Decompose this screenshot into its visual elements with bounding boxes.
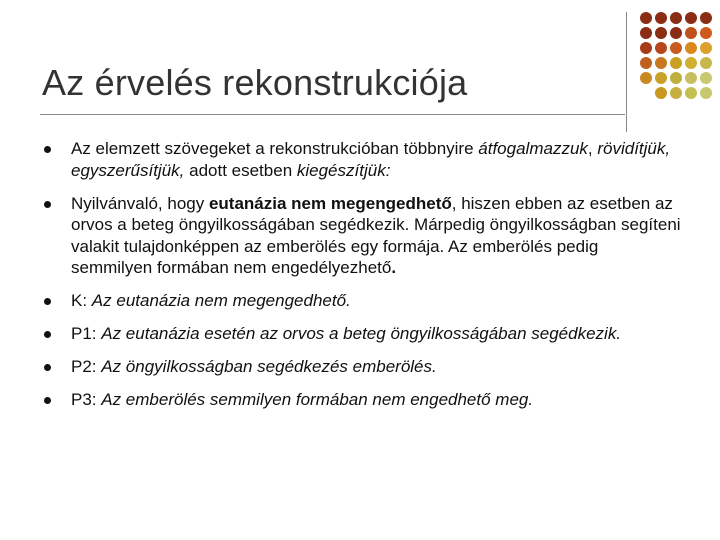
title-divider <box>40 114 625 115</box>
slide-title: Az érvelés rekonstrukciója <box>42 62 468 103</box>
decor-dot <box>640 72 652 84</box>
bullet-text: adott esetben <box>184 160 297 180</box>
decor-dot <box>640 12 652 24</box>
decor-dot <box>670 57 682 69</box>
decor-dot <box>640 42 652 54</box>
decor-dot <box>685 27 697 39</box>
decor-dot <box>670 72 682 84</box>
bullet-text: átfogalmazzuk <box>478 139 588 158</box>
decor-dot <box>700 27 712 39</box>
bullet-dot-icon <box>44 201 51 208</box>
decor-dot <box>670 27 682 39</box>
decor-dot <box>655 42 667 54</box>
decor-dot <box>685 12 697 24</box>
bullet-dot-icon <box>44 146 51 153</box>
decor-dot-grid <box>640 12 712 99</box>
decor-dot <box>670 42 682 54</box>
decor-dot <box>700 87 712 99</box>
decor-dot <box>655 72 667 84</box>
decor-dot <box>670 87 682 99</box>
bullet-text: rövidítjük, egyszerűsítjük, <box>71 139 671 180</box>
decor-dot <box>655 57 667 69</box>
bullet-text: K: <box>71 291 92 310</box>
bullet-item <box>44 323 684 345</box>
decor-dot <box>685 42 697 54</box>
bullet-dot-icon <box>44 364 51 371</box>
decor-dot <box>655 87 667 99</box>
decor-dot <box>700 42 712 54</box>
decor-dot <box>640 27 652 39</box>
bullet-dot-icon <box>44 298 51 305</box>
decor-vertical-line <box>626 12 627 132</box>
bullet-text: Az eutanázia nem megengedhető. <box>91 291 351 310</box>
bullet-text: , hiszen ebben az esetben az orvos a beteg öngyilkosságában segédkezik. Márpedig öngyilkosságban segíteni valakit tulajdonképpen az emberölés egy formája. Az emberölés pedig semmilyen formában nem engedélyezhető <box>71 193 681 277</box>
bullet-list <box>44 138 684 422</box>
decor-dot <box>640 87 652 99</box>
bullet-item <box>44 193 684 279</box>
bullet-text: eutanázia nem megengedhető <box>208 193 452 213</box>
bullet-text: P2: <box>71 357 102 376</box>
decor-dot <box>685 57 697 69</box>
decor-dot <box>670 12 682 24</box>
decor-dot <box>655 27 667 39</box>
decor-dot <box>700 72 712 84</box>
bullet-dot-icon <box>44 331 51 338</box>
bullet-text: kiegészítjük: <box>296 160 391 180</box>
bullet-item <box>44 356 684 378</box>
decor-dot <box>700 57 712 69</box>
decor-dot <box>655 12 667 24</box>
bullet-text: Nyilvánvaló, hogy <box>71 193 209 213</box>
decor-dot <box>685 72 697 84</box>
bullet-item <box>44 389 684 411</box>
bullet-item <box>44 138 684 181</box>
bullet-text: P1: <box>71 324 102 343</box>
bullet-text: Az öngyilkosságban segédkezés emberölés. <box>101 357 437 376</box>
bullet-dot-icon <box>44 397 51 404</box>
bullet-text: , <box>587 139 598 158</box>
bullet-text: Az elemzett szövegeket a rekonstrukcióban többnyire <box>71 139 479 158</box>
bullet-text: Az eutanázia esetén az orvos a beteg öngyilkosságában segédkezik. <box>101 324 622 343</box>
bullet-text: P3: <box>71 390 102 409</box>
bullet-item <box>44 290 684 312</box>
bullet-text: . <box>391 258 397 277</box>
decor-dot <box>700 12 712 24</box>
bullet-text: Az emberölés semmilyen formában nem engedhető meg. <box>101 390 534 409</box>
decor-dot <box>640 57 652 69</box>
decor-dot <box>685 87 697 99</box>
